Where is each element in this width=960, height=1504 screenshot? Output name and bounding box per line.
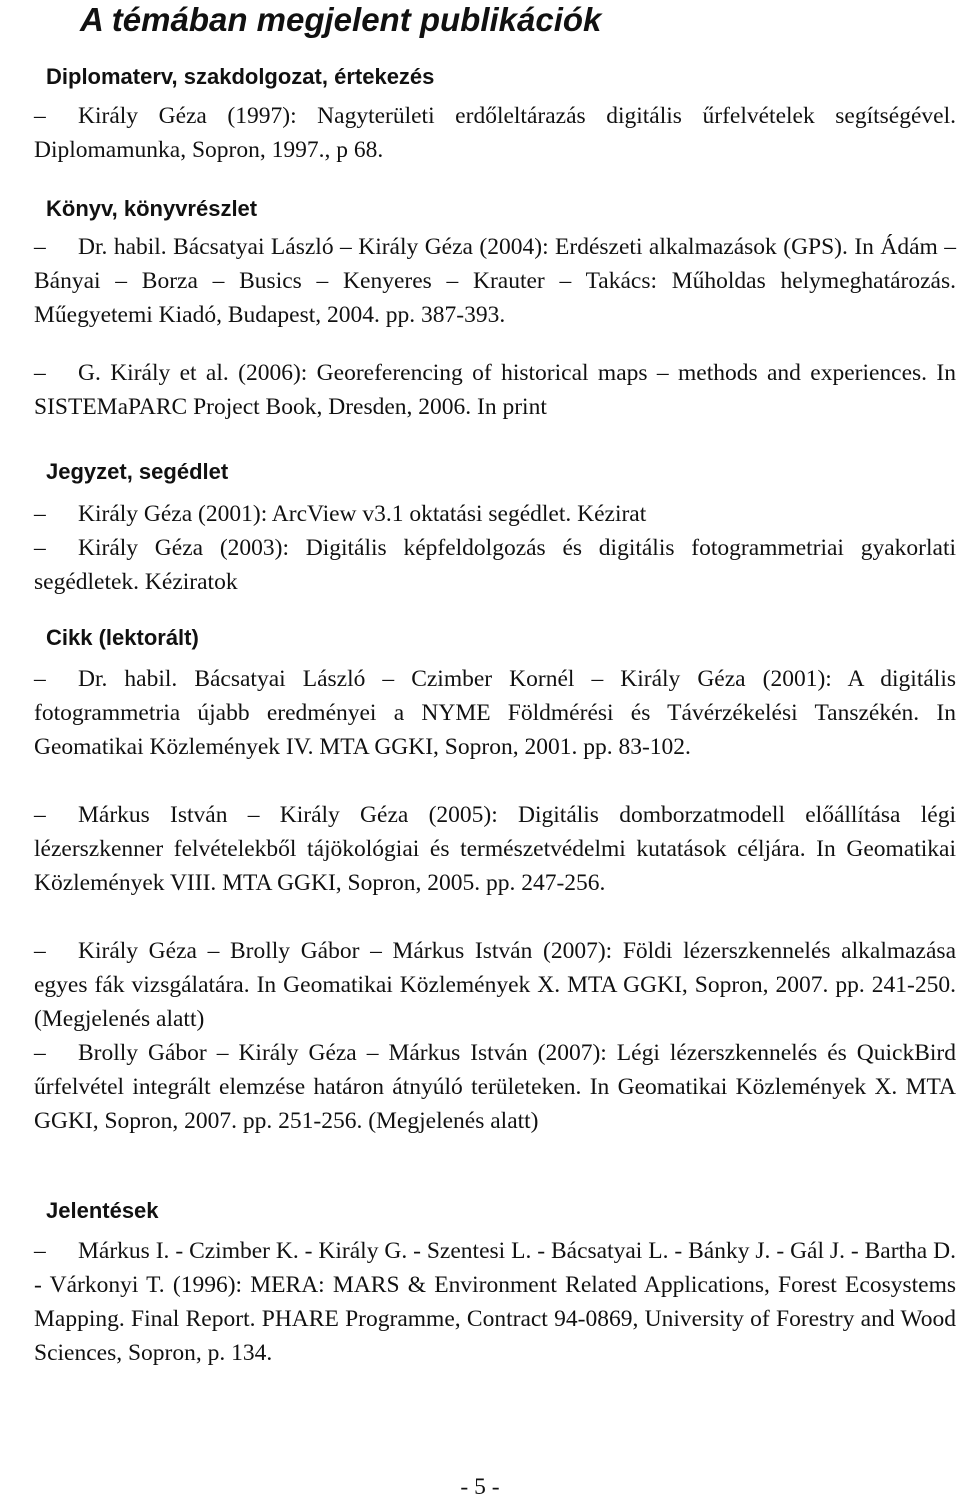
entry-dash: – (34, 360, 46, 386)
entry-dash: – (34, 103, 46, 129)
section-heading-jegyzet: Jegyzet, segédlet (46, 459, 229, 484)
entry-text: Király Géza (2001): ArcView v3.1 oktatási segédlet. Kézirat (78, 501, 647, 527)
entry-dash: – (34, 234, 46, 260)
publication-entry (34, 531, 956, 599)
entry-dash: – (34, 802, 46, 828)
publication-entry (34, 798, 956, 900)
entry-text: Márkus István – Király Géza (2005): Digitális domborzatmodell előállítása légi lézerszkenner felvételekből tájökológiai és természetvédelmi kutatások céljára. In Geomatikai Közlemények VIII. MTA GGKI, Sopron, 2005. pp. 247-256. (34, 802, 956, 896)
entry-dash: – (34, 938, 46, 964)
entry-dash: – (34, 501, 46, 527)
entry-text: Király Géza (1997): Nagyterületi erdőleltárazás digitális űrfelvételek segítségével. Diplomamunka, Sopron, 1997., p 68. (34, 103, 956, 163)
section-heading-konyv: Könyv, könyvrészlet (46, 196, 258, 221)
entry-text: Márkus I. - Czimber K. - Király G. - Szentesi L. - Bácsatyai L. - Bánky J. - Gál J. - Bartha D. - Várkonyi T. (1996): MERA: MARS & Environment Related Applications, Forest Ecosystems Mapping. Final Report. PHARE Programme, Contract 94-0869, University of Forestry and Wood Sciences, Sopron, p. 134. (34, 1238, 956, 1366)
publication-entry (34, 356, 956, 424)
publication-entry (34, 934, 956, 1036)
section-heading-jelentesek: Jelentések (46, 1198, 159, 1223)
publication-entry (34, 497, 956, 531)
entry-text: Dr. habil. Bácsatyai László – Király Géza (2004): Erdészeti alkalmazások (GPS). In Ádám – Bányai – Borza – Busics – Kenyeres – Krauter – Takács: Műholdas helymeghatározás. Műegyetemi Kiadó, Budapest, 2004. pp. 387-393. (34, 234, 956, 328)
publication-entry (34, 1036, 956, 1138)
entry-text: Brolly Gábor – Király Géza – Márkus István (2007): Légi lézerszkennelés és QuickBird űrfelvétel integrált elemzése határon átnyúló területeken. In Geomatikai Közlemények X. MTA GGKI, Sopron, 2007. pp. 251-256. (Megjelenés alatt) (34, 1040, 956, 1134)
page-number: - 5 - (460, 1474, 500, 1500)
document-title: A témában megjelent publikációk (80, 1, 602, 38)
entry-text: Király Géza – Brolly Gábor – Márkus István (2007): Földi lézerszkennelés alkalmazása egyes fák vizsgálatára. In Geomatikai Közlemények X. MTA GGKI, Sopron, 2007. pp. 241-250. (Megjelenés alatt) (34, 938, 956, 1032)
publication-entry (34, 99, 956, 167)
entry-text: Király Géza (2003): Digitális képfeldolgozás és digitális fotogrammetriai gyakorlati segédletek. Kéziratok (34, 535, 956, 595)
publication-entry (34, 230, 956, 332)
section-heading-diplomaterv: Diplomaterv, szakdolgozat, értekezés (46, 64, 435, 89)
publication-entry (34, 662, 956, 764)
entry-dash: – (34, 535, 46, 561)
publication-entry (34, 1234, 956, 1370)
section-heading-cikk: Cikk (lektorált) (46, 625, 199, 650)
entry-text: G. Király et al. (2006): Georeferencing of historical maps – methods and experiences. In SISTEMaPARC Project Book, Dresden, 2006. In print (34, 360, 956, 420)
entry-dash: – (34, 666, 46, 692)
entry-dash: – (34, 1238, 46, 1264)
entry-dash: – (34, 1040, 46, 1066)
entry-text: Dr. habil. Bácsatyai László – Czimber Kornél – Király Géza (2001): A digitális fotogrammetria újabb eredményei a NYME Földmérési és Távérzékelési Tanszékén. In Geomatikai Közlemények IV. MTA GGKI, Sopron, 2001. pp. 83-102. (34, 666, 956, 760)
